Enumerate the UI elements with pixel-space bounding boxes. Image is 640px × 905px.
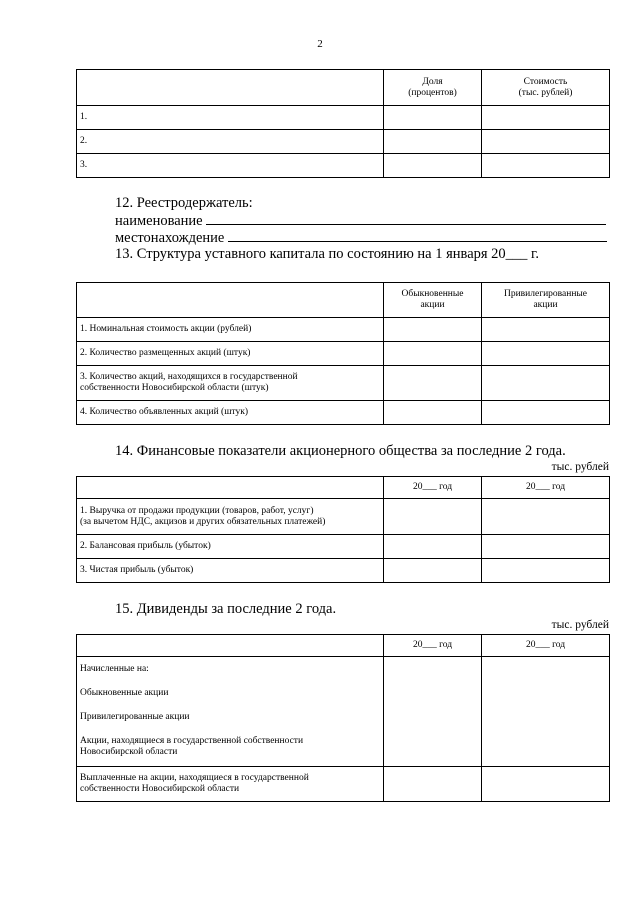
registrar-location-row bbox=[115, 229, 607, 246]
input-cell[interactable] bbox=[482, 106, 610, 130]
header-empty bbox=[77, 635, 384, 657]
header-share: Доля (процентов) bbox=[384, 70, 482, 106]
dividends-table bbox=[76, 634, 610, 802]
input-cell[interactable] bbox=[384, 401, 482, 425]
dividends-unit-label: тыс. рублей bbox=[551, 619, 609, 631]
input-cell[interactable] bbox=[384, 559, 482, 583]
header-year-1: 20___ год bbox=[384, 477, 482, 499]
header-value: Стоимость (тыс. рублей) bbox=[482, 70, 610, 106]
table-row-label: 1. bbox=[77, 106, 384, 130]
input-cell[interactable] bbox=[482, 535, 610, 559]
registrar-name-label: наименование bbox=[115, 213, 203, 229]
table-row-label: 3. Чистая прибыль (убыток) bbox=[77, 559, 384, 583]
input-cell[interactable] bbox=[482, 318, 610, 342]
input-cell[interactable] bbox=[482, 767, 610, 802]
input-cell[interactable] bbox=[482, 499, 610, 535]
header-year-2: 20___ год bbox=[482, 635, 610, 657]
table-row-label: 2. bbox=[77, 130, 384, 154]
capital-structure-table bbox=[76, 282, 610, 425]
ownership-table bbox=[76, 69, 610, 178]
dividends-heading: 15. Дивиденды за последние 2 года. bbox=[115, 601, 337, 617]
accrued-preferred: Привилегированные акции bbox=[80, 712, 190, 722]
input-cell[interactable] bbox=[482, 130, 610, 154]
header-preferred-shares: Привилегированные акции bbox=[482, 283, 610, 318]
table-row-label: 2. Количество размещенных акций (штук) bbox=[77, 342, 384, 366]
input-cell[interactable] bbox=[482, 657, 610, 767]
paid-dividends-label: Выплаченные на акции, находящиеся в государственной собственности Новосибирской области bbox=[77, 767, 384, 802]
accrued-common: Обыкновенные акции bbox=[80, 688, 169, 698]
header-year-1: 20___ год bbox=[384, 635, 482, 657]
input-cell[interactable] bbox=[384, 342, 482, 366]
registrar-name-line[interactable] bbox=[206, 212, 606, 225]
input-cell[interactable] bbox=[482, 154, 610, 178]
header-year-2: 20___ год bbox=[482, 477, 610, 499]
header-empty bbox=[77, 477, 384, 499]
accrued-dividends-cell bbox=[77, 657, 384, 767]
accrued-state-owned: Акции, находящиеся в государственной собственности Новосибирской области bbox=[80, 736, 304, 757]
input-cell[interactable] bbox=[384, 154, 482, 178]
input-cell[interactable] bbox=[384, 106, 482, 130]
input-cell[interactable] bbox=[384, 366, 482, 401]
financial-unit-label: тыс. рублей bbox=[551, 461, 609, 473]
registrar-heading: 12. Реестродержатель: bbox=[115, 195, 253, 211]
registrar-location-label: местонахождение bbox=[115, 230, 225, 246]
accrued-label: Начисленные на: bbox=[80, 664, 149, 674]
input-cell[interactable] bbox=[482, 401, 610, 425]
table-row-label: 4. Количество объявленных акций (штук) bbox=[77, 401, 384, 425]
input-cell[interactable] bbox=[482, 342, 610, 366]
input-cell[interactable] bbox=[384, 318, 482, 342]
input-cell[interactable] bbox=[482, 366, 610, 401]
header-empty bbox=[77, 70, 384, 106]
table-row-label: 1. Выручка от продажи продукции (товаров, работ, услуг) (за вычетом НДС, акцизов и других обязательных платежей) bbox=[77, 499, 384, 535]
header-empty bbox=[77, 283, 384, 318]
table-row-label: 3. bbox=[77, 154, 384, 178]
input-cell[interactable] bbox=[384, 535, 482, 559]
input-cell[interactable] bbox=[384, 130, 482, 154]
financial-indicators-heading: 14. Финансовые показатели акционерного общества за последние 2 года. bbox=[115, 443, 566, 459]
financial-indicators-table bbox=[76, 476, 610, 583]
table-row-label: 2. Балансовая прибыль (убыток) bbox=[77, 535, 384, 559]
header-common-shares: Обыкновенные акции bbox=[384, 283, 482, 318]
table-row-label: 3. Количество акций, находящихся в государственной собственности Новосибирской области (штук) bbox=[77, 366, 384, 401]
registrar-name-row bbox=[115, 212, 606, 229]
input-cell[interactable] bbox=[384, 767, 482, 802]
input-cell[interactable] bbox=[384, 657, 482, 767]
input-cell[interactable] bbox=[482, 559, 610, 583]
table-row-label: 1. Номинальная стоимость акции (рублей) bbox=[77, 318, 384, 342]
registrar-location-line[interactable] bbox=[228, 229, 607, 242]
capital-structure-heading: 13. Структура уставного капитала по состоянию на 1 января 20___ г. bbox=[115, 246, 539, 262]
page-number: 2 bbox=[317, 38, 323, 50]
input-cell[interactable] bbox=[384, 499, 482, 535]
